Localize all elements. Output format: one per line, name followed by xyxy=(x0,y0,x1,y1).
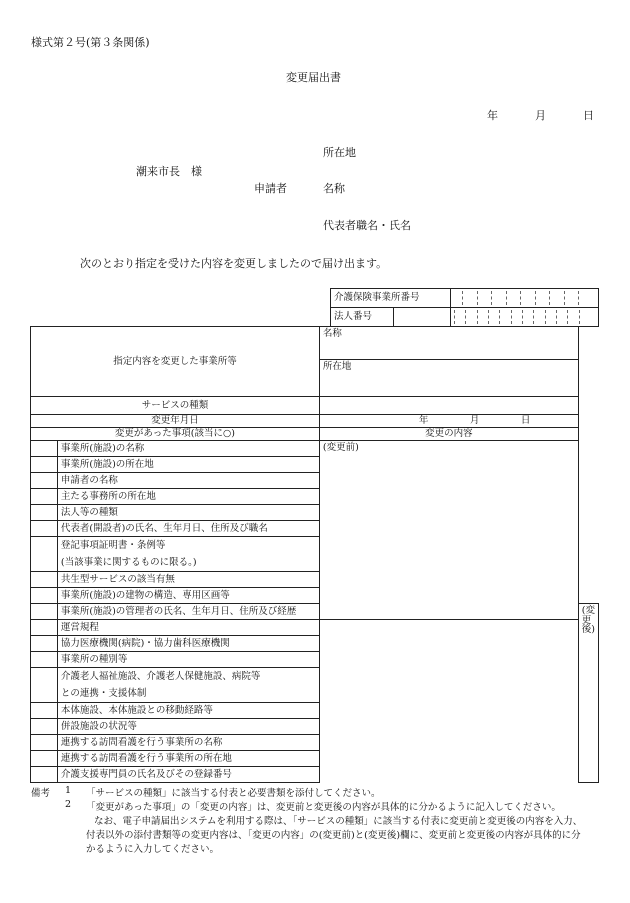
item-check-cell[interactable] xyxy=(31,636,58,652)
item-check-cell[interactable] xyxy=(31,588,58,604)
item-label: 事業所(施設)の名称 xyxy=(57,441,319,457)
applicant-rep-label: 代表者職名・氏名 xyxy=(323,219,411,232)
item-label: 代表者(開設者)の氏名、生年月日、住所及び職名 xyxy=(57,521,319,537)
notes-label: 備考 xyxy=(31,788,51,799)
item-label: 申請者の名称 xyxy=(57,473,319,489)
item-label: 事業所(施設)の所在地 xyxy=(57,457,319,473)
number-table xyxy=(330,288,599,327)
office-name-field[interactable] xyxy=(319,327,578,360)
service-type-field[interactable] xyxy=(319,397,578,415)
change-date-month: 月 xyxy=(469,415,480,426)
item-check-cell[interactable] xyxy=(31,668,58,703)
item-label: 本体施設、本体施設との移動経路等 xyxy=(57,703,319,719)
before-content-field[interactable] xyxy=(319,441,578,620)
item-label: 主たる事務所の所在地 xyxy=(57,489,319,505)
change-content-header: 変更の内容 xyxy=(319,428,578,441)
date-year-label: 年 xyxy=(487,109,498,122)
item-label: 協力医療機関(病院)・協力歯科医療機関 xyxy=(57,636,319,652)
applicant-address-label: 所在地 xyxy=(323,146,356,159)
item-check-cell[interactable] xyxy=(31,719,58,735)
intro-text: 次のとおり指定を受けた内容を変更しましたので届け出ます。 xyxy=(80,257,388,270)
date-day-label: 日 xyxy=(583,109,594,122)
item-check-cell[interactable] xyxy=(31,652,58,668)
item-check-cell[interactable] xyxy=(31,521,58,537)
change-date-label: 変更年月日 xyxy=(31,415,320,428)
item-label: 連携する訪問看護を行う事業所の所在地 xyxy=(57,751,319,767)
corp-number-label: 法人番号 xyxy=(331,308,451,327)
item-label: 運営規程 xyxy=(57,620,319,636)
corp-number-boxes[interactable] xyxy=(451,308,599,327)
item-check-cell[interactable] xyxy=(31,767,58,783)
after-label: (変更後) xyxy=(581,605,595,635)
item-label: 共生型サービスの該当有無 xyxy=(57,572,319,588)
item-label-multiline: 登記事項証明書・条例等 (当該事業に関するものに限る。) xyxy=(57,537,319,572)
office-number-label: 介護保険事業所番号 xyxy=(331,289,451,308)
item-label-multiline: 介護老人福祉施設、介護老人保健施設、病院等 との連携・支援体制 xyxy=(57,668,319,703)
office-label: 指定内容を変更した事業所等 xyxy=(31,327,320,397)
item-check-cell[interactable] xyxy=(31,441,58,457)
item-label: 事業所(施設)の管理者の氏名、生年月日、住所及び経歴 xyxy=(57,604,319,620)
change-date-day: 日 xyxy=(520,415,531,426)
item-label: 法人等の種類 xyxy=(57,505,319,521)
change-date-field[interactable] xyxy=(319,415,578,428)
item-check-cell[interactable] xyxy=(31,751,58,767)
item-label: 事業所の種別等 xyxy=(57,652,319,668)
form-number: 様式第２号(第３条関係) xyxy=(31,36,150,49)
applicant-name-label: 名称 xyxy=(323,182,345,195)
note-1-number: 1 xyxy=(65,785,72,796)
note-3-line-3: かるように入力してください。 xyxy=(86,844,220,855)
service-type-label: サービスの種類 xyxy=(31,397,320,415)
addressee: 潮来市長 様 xyxy=(136,165,202,178)
changed-items-header: 変更があった事項(該当に○) xyxy=(31,428,320,441)
item-label: 事業所(施設)の建物の構造、専用区画等 xyxy=(57,588,319,604)
note-1-text: 「サービスの種類」に該当する付表と必要書類を添付してください。 xyxy=(86,788,381,799)
date-month-label: 月 xyxy=(535,109,546,122)
note-2-number: 2 xyxy=(65,799,72,810)
item-check-cell[interactable] xyxy=(31,473,58,489)
note-3-line-2: 付表以外の添付書類等の変更内容は、「変更の内容」の(変更前)と(変更後)欄に、変更前と変更後の内容が具体的に分 xyxy=(86,830,581,841)
office-name-label: 名称 xyxy=(322,328,342,339)
office-address-field[interactable] xyxy=(319,360,578,397)
change-date-year: 年 xyxy=(418,415,429,426)
main-table xyxy=(30,326,599,783)
item-label: 連携する訪問看護を行う事業所の名称 xyxy=(57,735,319,751)
item-check-cell[interactable] xyxy=(31,703,58,719)
document-title: 変更届出書 xyxy=(286,71,341,84)
item-check-cell[interactable] xyxy=(31,489,58,505)
item-label: 介護支援専門員の氏名及びその登録番号 xyxy=(57,767,319,783)
item-label: 併設施設の状況等 xyxy=(57,719,319,735)
before-label: (変更前) xyxy=(322,442,359,453)
item-check-cell[interactable] xyxy=(31,457,58,473)
item-check-cell[interactable] xyxy=(31,572,58,588)
note-2-text: 「変更があった事項」の「変更の内容」は、変更前と変更後の内容が具体的に分かるように記入してください。 xyxy=(86,802,561,813)
item-check-cell[interactable] xyxy=(31,620,58,636)
office-address-label: 所在地 xyxy=(322,361,352,372)
note-3-line-1: なお、電子申請届出システムを利用する際は、「サービスの種類」に該当する付表に変更前と変更後の内容を入力、 xyxy=(94,816,583,827)
after-content-field[interactable] xyxy=(578,604,598,783)
item-check-cell[interactable] xyxy=(31,537,58,572)
item-check-cell[interactable] xyxy=(31,735,58,751)
item-check-cell[interactable] xyxy=(31,505,58,521)
applicant-label: 申請者 xyxy=(254,182,287,195)
office-number-boxes[interactable] xyxy=(451,289,599,308)
item-check-cell[interactable] xyxy=(31,604,58,620)
